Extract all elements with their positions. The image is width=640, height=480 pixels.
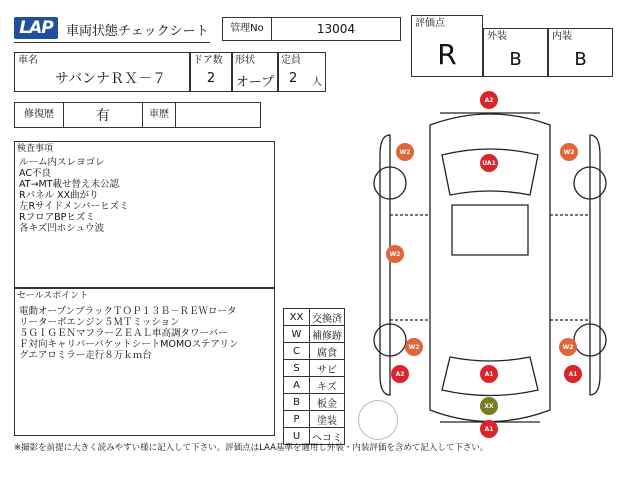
sales-line: ５ＧＩＧＥＮマフラーＺＥＡＬ車高調タワーバー: [19, 328, 228, 339]
damage-marker: W2: [396, 143, 414, 161]
sales-box: [14, 288, 275, 436]
company-logo: LAP: [14, 17, 58, 39]
capacity-unit: 人: [312, 77, 322, 88]
exterior-box: [483, 28, 548, 77]
capacity-label: 定員: [281, 55, 301, 66]
interior-value: B: [574, 49, 587, 70]
spare-tire-icon: [358, 400, 398, 440]
legend-name: サビ: [310, 360, 345, 377]
sales-line: 電動オープンブラックＴＯＰ１３Ｂ－ＲＥＷロータ: [19, 306, 237, 317]
sales-line: Ｆ対向キャリパーバケットシートMOMOステアリン: [19, 339, 239, 350]
registration-label: 車歴: [149, 109, 169, 120]
exterior-label: 外装: [487, 31, 507, 42]
damage-marker: A1: [480, 420, 498, 438]
interior-label: 内装: [552, 31, 572, 42]
inspection-line: Rパネル XX曲がり: [19, 190, 99, 201]
legend-code: U: [284, 428, 310, 445]
legend-code: W: [284, 326, 310, 343]
legend-name: 塗装: [310, 411, 345, 428]
registration-value-box: [175, 102, 261, 128]
legend-name: キズ: [310, 377, 345, 394]
legend-row: [284, 394, 345, 411]
damage-marker: A2: [391, 365, 409, 383]
sheet-title: 車両状態チェックシート: [66, 24, 209, 39]
capacity-box: [278, 52, 326, 92]
inspection-line: AC不良: [19, 168, 51, 179]
damage-marker: A1: [564, 365, 582, 383]
legend-row: [284, 326, 345, 343]
door-value: 2: [206, 71, 216, 86]
control-number: 13004: [316, 22, 356, 36]
exterior-value: B: [509, 49, 522, 70]
footer-note: ※撮影を前提に大きく読みやすい様に記入して下さい。評価点はLAA基準を適用し外装・内装評価を含めて記入して下さい。: [14, 443, 489, 453]
repair-label: 修復歴: [24, 109, 54, 120]
inspection-line: 各キズ凹ホシュウ波: [19, 223, 105, 234]
control-label: 管理No: [230, 23, 264, 34]
control-number-box: [271, 17, 401, 41]
grade-box: [411, 15, 483, 77]
legend-row: [284, 360, 345, 377]
inspection-lines: [19, 157, 129, 234]
inspection-label: 検査事項: [17, 144, 54, 154]
door-label: ドア数: [193, 55, 223, 66]
legend-row: [284, 377, 345, 394]
title-underline: [14, 42, 210, 43]
car-name-value: サバンナＲＸ－７: [55, 71, 167, 87]
shape-value: オープ: [235, 75, 275, 90]
grade-label: 評価点: [415, 18, 445, 29]
sales-line: グエアロミラー走行８万ｋｍ台: [19, 350, 152, 361]
legend-code: S: [284, 360, 310, 377]
shape-label: 形状: [235, 55, 255, 66]
door-box: [190, 52, 232, 92]
legend-name: 板金: [310, 394, 345, 411]
sales-line: リーターボエンジン５ＭＴミッション: [19, 317, 180, 328]
damage-marker: UA1: [480, 154, 498, 172]
legend-code: B: [284, 394, 310, 411]
inspection-line: RフロアBPヒズミ: [19, 212, 95, 223]
inspection-line: ルーム内スレヨゴレ: [19, 157, 105, 168]
inspection-line: 左Rサイドメンバーヒズミ: [19, 201, 129, 212]
repair-label-box: [14, 102, 64, 128]
sales-label: セールスポイント: [17, 291, 89, 301]
grade-value: R: [437, 38, 457, 71]
interior-box: [548, 28, 613, 77]
shape-box: [232, 52, 278, 92]
control-label-box: [222, 17, 272, 41]
repair-value: 有: [96, 108, 110, 124]
legend-name: 補修跡: [310, 326, 345, 343]
damage-marker: A2: [480, 91, 498, 109]
damage-marker: A1: [480, 365, 498, 383]
damage-marker: W2: [405, 338, 423, 356]
damage-marker: W2: [560, 143, 578, 161]
legend-row: [284, 343, 345, 360]
legend-row: [284, 309, 345, 326]
capacity-value: 2: [289, 71, 298, 86]
legend-code: A: [284, 377, 310, 394]
damage-marker: W2: [386, 245, 404, 263]
repair-value-box: [63, 102, 143, 128]
car-name-label: 車名: [18, 55, 38, 66]
damage-marker: XX: [480, 397, 498, 415]
legend-name: ヘコミ: [310, 428, 345, 445]
damage-marker: W2: [559, 338, 577, 356]
damage-legend: [283, 308, 345, 445]
sales-lines: [19, 306, 239, 361]
legend-row: [284, 411, 345, 428]
registration-label-box: [142, 102, 176, 128]
legend-name: 腐食: [310, 343, 345, 360]
inspection-box: [14, 141, 275, 288]
roof: [452, 205, 528, 255]
legend-code: P: [284, 411, 310, 428]
inspection-line: AT→MT載せ替え未公認: [19, 179, 120, 190]
legend-code: C: [284, 343, 310, 360]
legend-code: XX: [284, 309, 310, 326]
legend-name: 交換済: [310, 309, 345, 326]
car-name-box: [14, 52, 190, 92]
